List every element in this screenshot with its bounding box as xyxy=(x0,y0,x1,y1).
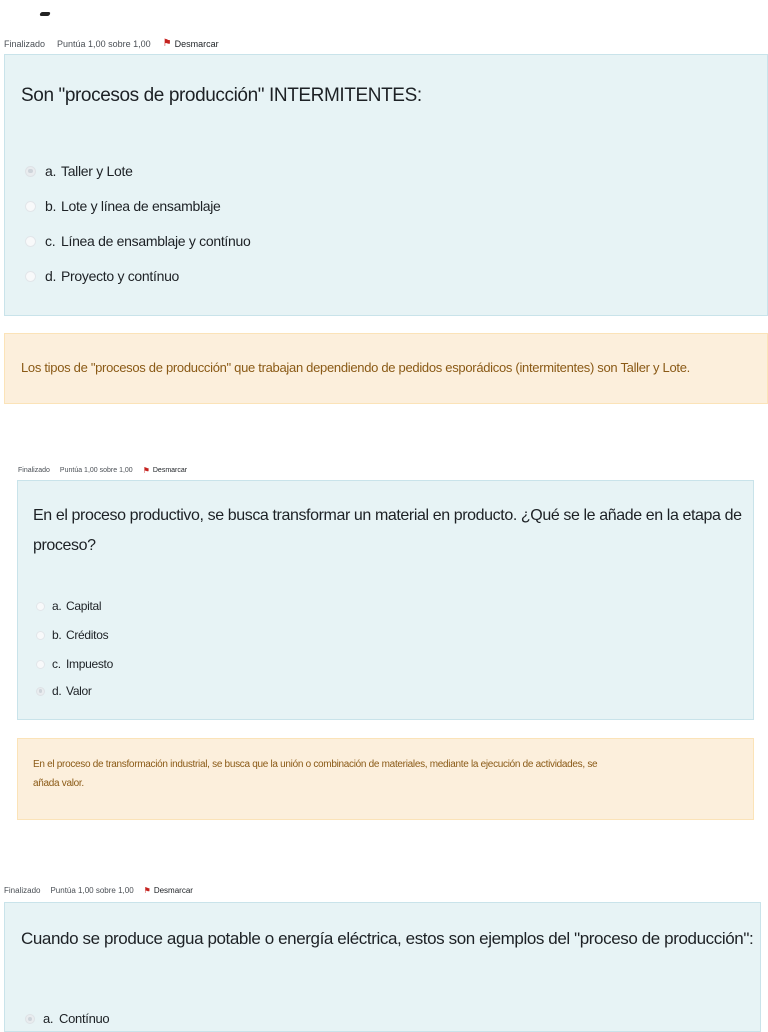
feedback-box-2 xyxy=(17,738,754,820)
option-letter: b. xyxy=(45,198,57,214)
option-text: Capital xyxy=(66,599,102,613)
radio-button-selected[interactable] xyxy=(25,1014,35,1024)
option-c[interactable] xyxy=(36,657,113,671)
flag-icon: ⚑ xyxy=(142,466,150,475)
option-a[interactable] xyxy=(25,163,133,179)
feedback-text-line: En el proceso de transformación industrial, se busca que la unión o combinación de materiales, mediante la ejecución de actividades, se xyxy=(33,759,598,770)
question-text-line: En el proceso productivo, se busca transformar un material en producto. ¿Qué se le añade en la etapa de xyxy=(33,507,742,524)
question-text: Son "procesos de producción" INTERMITENTES: xyxy=(21,85,422,106)
question-text: Cuando se produce agua potable o energía eléctrica, estos son ejemplos del "proceso de producción": xyxy=(21,929,754,948)
status-label: Finalizado xyxy=(4,886,41,895)
question-box-3 xyxy=(4,902,761,1032)
radio-button[interactable] xyxy=(36,602,45,611)
flag-icon: ⚑ xyxy=(143,886,151,895)
option-b[interactable] xyxy=(36,628,108,642)
radio-button-selected[interactable] xyxy=(25,166,36,177)
unflag-label: Desmarcar xyxy=(153,886,193,895)
radio-button-selected[interactable] xyxy=(36,687,45,696)
option-text: Contínuo xyxy=(59,1011,110,1026)
option-letter: d. xyxy=(45,268,57,284)
option-letter: a. xyxy=(43,1011,54,1026)
radio-button[interactable] xyxy=(36,660,45,669)
radio-button[interactable] xyxy=(36,631,45,640)
unflag-label: Desmarcar xyxy=(152,467,188,474)
score-label: Puntúa 1,00 sobre 1,00 xyxy=(59,467,133,474)
status-label: Finalizado xyxy=(4,38,46,49)
question-box-1 xyxy=(4,54,768,316)
unflag-link[interactable] xyxy=(143,466,187,475)
option-letter: a. xyxy=(45,163,57,179)
feedback-text: Los tipos de "procesos de producción" que trabajan dependiendo de pedidos esporádicos (intermitentes) son Taller y Lote. xyxy=(21,360,690,375)
option-text: Créditos xyxy=(66,628,109,642)
unflag-link[interactable] xyxy=(163,38,219,49)
radio-button[interactable] xyxy=(25,271,36,282)
flag-icon: ⚑ xyxy=(162,38,172,49)
option-letter: a. xyxy=(52,599,62,613)
option-text: Lote y línea de ensamblaje xyxy=(61,198,221,214)
option-text: Taller y Lote xyxy=(61,163,133,179)
question-box-2 xyxy=(17,480,754,720)
feedback-text-line: añada valor. xyxy=(33,778,84,789)
question-text-line: proceso? xyxy=(33,537,96,554)
question-info-2 xyxy=(18,466,187,475)
radio-button[interactable] xyxy=(25,201,36,212)
option-letter: c. xyxy=(45,233,56,249)
option-a[interactable] xyxy=(36,599,101,613)
unflag-label: Desmarcar xyxy=(174,38,219,49)
option-letter: d. xyxy=(52,684,62,698)
option-text: Proyecto y contínuo xyxy=(61,268,180,284)
radio-button[interactable] xyxy=(25,236,36,247)
option-text: Valor xyxy=(66,684,92,698)
question-info-3 xyxy=(4,886,193,895)
score-label: Puntúa 1,00 sobre 1,00 xyxy=(57,38,151,49)
option-b[interactable] xyxy=(25,198,221,214)
score-label: Puntúa 1,00 sobre 1,00 xyxy=(50,886,134,895)
unflag-link[interactable] xyxy=(144,886,193,895)
feedback-text xyxy=(33,755,597,793)
option-letter: c. xyxy=(52,657,61,671)
option-d[interactable] xyxy=(36,684,92,698)
question-info-1 xyxy=(4,38,219,49)
option-d[interactable] xyxy=(25,268,179,284)
cropped-heading-fragment xyxy=(39,12,50,16)
option-letter: b. xyxy=(52,628,62,642)
option-text: Impuesto xyxy=(66,657,113,671)
feedback-box-1 xyxy=(4,333,768,404)
status-label: Finalizado xyxy=(18,467,50,474)
question-text xyxy=(33,501,742,561)
option-text: Línea de ensamblaje y contínuo xyxy=(61,233,251,249)
option-c[interactable] xyxy=(25,233,250,249)
